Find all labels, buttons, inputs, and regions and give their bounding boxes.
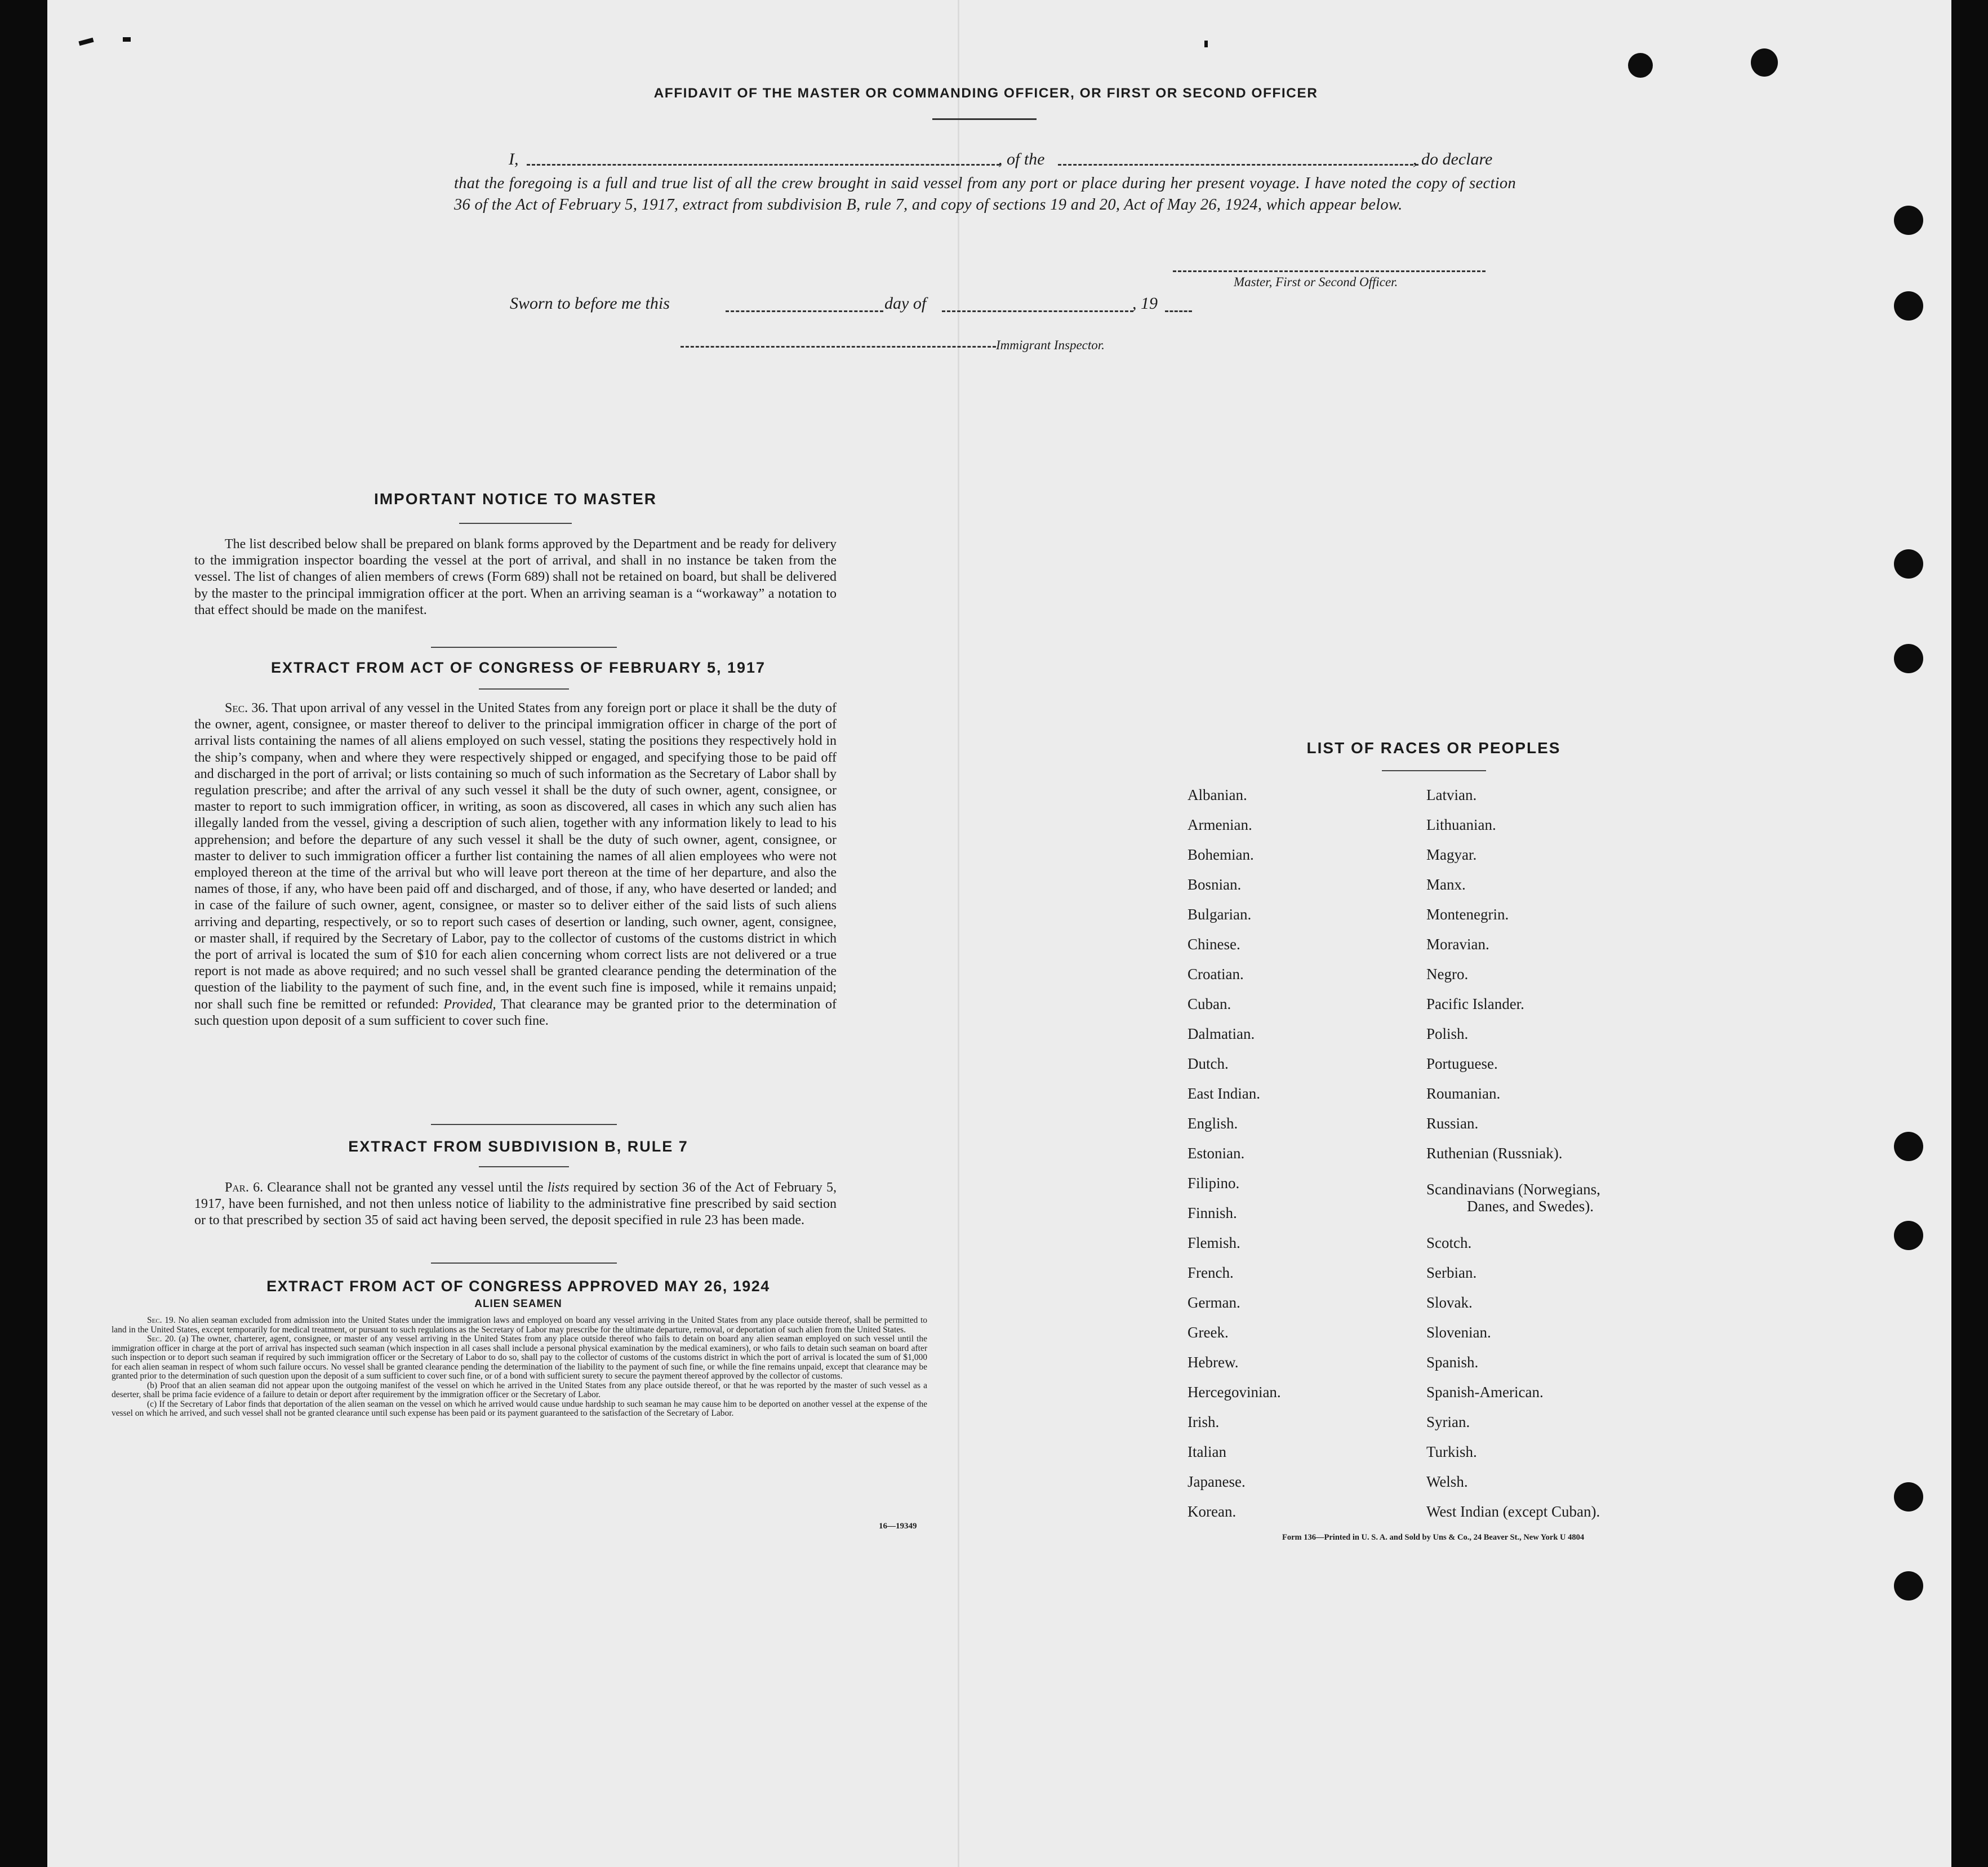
race-item-right: Slovenian. bbox=[1426, 1324, 1491, 1341]
title-rule bbox=[932, 118, 1037, 120]
races-title: LIST OF RACES OR PEOPLES bbox=[1306, 739, 1561, 757]
sec20-label: Sec. 20. bbox=[147, 1334, 176, 1344]
day-of-label: day of bbox=[884, 294, 927, 313]
provided-word: Provided, bbox=[443, 997, 496, 1012]
affidavit-declare-label: , do declare bbox=[1413, 150, 1493, 168]
extract-1924-title: EXTRACT FROM ACT OF CONGRESS APPROVED MAY 26, 1924 bbox=[266, 1278, 770, 1295]
affidavit-title: AFFIDAVIT OF THE MASTER OR COMMANDING OFFICER, OR FIRST OR SECOND OFFICER bbox=[653, 86, 1318, 101]
race-item-right: Roumanian. bbox=[1426, 1085, 1501, 1102]
form-code: 16—19349 bbox=[879, 1522, 917, 1531]
race-item-right: Scandinavians (Norwegians, bbox=[1426, 1181, 1600, 1198]
par6-label: Par. 6. bbox=[225, 1180, 264, 1195]
master-signature-line bbox=[1173, 270, 1486, 272]
sec19-paragraph bbox=[112, 1316, 927, 1335]
race-item-left: Armenian. bbox=[1188, 816, 1252, 833]
affidavit-of-the-label: , of the bbox=[998, 150, 1045, 168]
race-item-right: Russian. bbox=[1426, 1115, 1479, 1132]
race-item-left: English. bbox=[1188, 1115, 1238, 1132]
notice-title: IMPORTANT NOTICE TO MASTER bbox=[373, 490, 657, 508]
binder-hole bbox=[1894, 1482, 1923, 1512]
name-blank bbox=[527, 164, 1000, 166]
inspector-signature-line bbox=[681, 346, 996, 348]
day-blank bbox=[726, 310, 883, 312]
ink-speck bbox=[123, 37, 131, 42]
printer-footer: Form 136—Printed in U. S. A. and Sold by Uns & Co., 24 Beaver St., New York U 4804 bbox=[1282, 1533, 1585, 1542]
binder-hole bbox=[1628, 53, 1653, 78]
race-item-left: Bulgarian. bbox=[1188, 906, 1252, 923]
race-item-left: Albanian. bbox=[1188, 786, 1247, 803]
page-fold bbox=[958, 0, 959, 1867]
races-rule bbox=[1382, 770, 1486, 771]
race-item-right: Ruthenian (Russniak). bbox=[1426, 1145, 1563, 1162]
inspector-label: Immigrant Inspector. bbox=[996, 338, 1105, 352]
par6-paragraph bbox=[194, 1180, 837, 1229]
race-item-left: Filipino. bbox=[1188, 1175, 1240, 1192]
binder-hole bbox=[1894, 549, 1923, 579]
sec19-label: Sec. 19. bbox=[147, 1315, 176, 1325]
extract-1917-end-rule bbox=[431, 1124, 617, 1125]
par6-text-b: required by section 36 of the Act of February 5, 1917, have been furnished, and not then unless notice of liability to the administrative fine prescribed by said section or to that prescribed by section 35 of said act having been served, the deposit specified in rule 23 has been made. bbox=[194, 1180, 837, 1228]
binder-hole bbox=[1894, 1132, 1923, 1161]
race-item-left: Croatian. bbox=[1188, 966, 1244, 983]
sec20b-paragraph: (b) Proof that an alien seaman did not appear upon the outgoing manifest of the vessel on which he arrived in the United States from any place outside thereof, or that he was reported by the master of such vessel as a deserter, shall be prima facie evidence of a failure to detain or deport after requirement by the immigration officer or the Secretary of Labor. bbox=[112, 1380, 927, 1399]
race-item-left: Cuban. bbox=[1188, 995, 1231, 1012]
race-item-left: Flemish. bbox=[1188, 1234, 1240, 1251]
sec36-tail: That clearance may be granted prior to the determination of such question upon deposit of a sum sufficient to cover such fine. bbox=[194, 997, 837, 1028]
notice-end-rule bbox=[431, 647, 617, 648]
race-item-left: Irish. bbox=[1188, 1413, 1220, 1430]
race-item-right: West Indian (except Cuban). bbox=[1426, 1503, 1600, 1520]
extract-1924-body bbox=[112, 1316, 927, 1419]
extract-1917-body bbox=[194, 700, 837, 1029]
binder-hole bbox=[1894, 644, 1923, 673]
sec20a-text: (a) The owner, charterer, agent, consignee, or master of any vessel arriving in the United States from any place outside thereof who fails to detain on board any alien seaman employed on such vessel until the immigration officer in charge at the port of arrival has inspected such seaman (which inspection in all cases shall include a personal physical examination by the medical examiners), or who fails to detain such seaman on board after such inspection or to deport such seaman if required by such immigration officer or the Secretary of Labor to do so, shall pay to the collector of customs of the customs district in which the port of arrival is located the sum of $1,000 for each alien seaman in respect of whom such failure occurs. No vessel shall be granted clearance pending the determination of the liability to the payment of such fine, or while the fine remains unpaid, except that clearance may be granted prior to the determination of such question upon the deposit of a sum sufficient to cover such fine, or of a bond with sufficient surety to secure the payment thereof approved by the collector of customs. bbox=[112, 1334, 927, 1381]
race-item-right: Latvian. bbox=[1426, 786, 1477, 803]
race-item-left: East Indian. bbox=[1188, 1085, 1260, 1102]
race-item-right: Scotch. bbox=[1426, 1234, 1472, 1251]
race-item-left: Hercegovinian. bbox=[1188, 1384, 1281, 1401]
month-blank bbox=[942, 310, 1133, 312]
master-signature-label: Master, First or Second Officer. bbox=[1234, 275, 1398, 289]
race-item-right: Serbian. bbox=[1426, 1264, 1477, 1281]
race-item-left: Korean. bbox=[1188, 1503, 1237, 1520]
par6-text-a: Clearance shall not be granted any vessel until the bbox=[267, 1180, 544, 1195]
race-item-right: Welsh. bbox=[1426, 1473, 1468, 1490]
race-item-left: Chinese. bbox=[1188, 936, 1240, 953]
notice-body bbox=[194, 536, 837, 619]
binder-hole bbox=[1894, 1221, 1923, 1250]
race-item-right: Montenegrin. bbox=[1426, 906, 1509, 923]
race-item-left: German. bbox=[1188, 1294, 1240, 1311]
vessel-blank bbox=[1058, 164, 1418, 166]
race-item-left: Dalmatian. bbox=[1188, 1025, 1255, 1042]
extract-1917-title: EXTRACT FROM ACT OF CONGRESS OF FEBRUARY 5, 1917 bbox=[270, 659, 766, 676]
race-item-left: Italian bbox=[1188, 1443, 1226, 1460]
affidavit-body: that the foregoing is a full and true list of all the crew brought in said vessel from any port or place during her present voyage. I have noted the copy of section 36 of the Act of February 5, 1917, extract from subdivision B, rule 7, and copy of sections 19 and 20, Act of May 26, 1924, which appear below. bbox=[454, 175, 1516, 214]
extract-1917-rule bbox=[479, 688, 569, 690]
race-item-right: Polish. bbox=[1426, 1025, 1469, 1042]
race-item-left: Bohemian. bbox=[1188, 846, 1254, 863]
race-item-left: French. bbox=[1188, 1264, 1234, 1281]
race-item-left: Greek. bbox=[1188, 1324, 1229, 1341]
race-item-left: Dutch. bbox=[1188, 1055, 1229, 1072]
race-item-right: Slovak. bbox=[1426, 1294, 1473, 1311]
extract-rule7-rule bbox=[479, 1166, 569, 1167]
year-label: , 19 bbox=[1132, 294, 1158, 313]
sec36-paragraph bbox=[194, 700, 837, 1029]
sec20c-paragraph: (c) If the Secretary of Labor finds that deportation of the alien seaman on the vessel on which he arrived would cause undue hardship to such seaman he may cause him to be deported on another vessel at the expense of the vessel on which he arrived, and such vessel shall not be granted clearance until such expense has been paid or its payment guaranteed to the satisfaction of the Secretary of Labor. bbox=[112, 1399, 927, 1418]
sec20a-paragraph bbox=[112, 1335, 927, 1381]
race-item-left: Bosnian. bbox=[1188, 876, 1242, 893]
race-item-left: Hebrew. bbox=[1188, 1354, 1239, 1371]
race-item-right: Spanish. bbox=[1426, 1354, 1479, 1371]
notice-text: The list described below shall be prepared on blank forms approved by the Department and be ready for delivery to the immigration inspector boarding the vessel at the port of arrival, and shall in no instance be taken from the vessel. The list of changes of alien members of crews (Form 689) shall not be retained on board, but shall be delivered by the master to the principal immigration officer at the port. When an arriving seaman is a “workaway” a notation to that effect should be made on the manifest. bbox=[194, 537, 837, 617]
race-item-right: Magyar. bbox=[1426, 846, 1477, 863]
extract-rule7-end-rule bbox=[431, 1263, 617, 1264]
race-item-left: Japanese. bbox=[1188, 1473, 1246, 1490]
race-item-left: Finnish. bbox=[1188, 1204, 1237, 1221]
binder-hole bbox=[1894, 291, 1923, 321]
ink-speck bbox=[1204, 41, 1208, 47]
race-item-right: Turkish. bbox=[1426, 1443, 1477, 1460]
extract-rule7-title: EXTRACT FROM SUBDIVISION B, RULE 7 bbox=[348, 1138, 688, 1155]
race-item-left: Estonian. bbox=[1188, 1145, 1245, 1162]
race-item-right: Moravian. bbox=[1426, 936, 1489, 953]
alien-seamen-subtitle: ALIEN SEAMEN bbox=[474, 1298, 562, 1310]
race-item-right: Lithuanian. bbox=[1426, 816, 1496, 833]
race-item-right: Danes, and Swedes). bbox=[1467, 1198, 1594, 1215]
affidavit-i-label: I, bbox=[509, 150, 519, 168]
sec19-text: No alien seaman excluded from admission into the United States under the immigration laws and employed on board any vessel arriving in the United States from any place outside thereof, shall be permitted to land in the United States, except temporarily for medical treatment, or pursuant to such regulations as the Secretary of Labor may prescribe for the ultimate departure, removal, or deportation of such alien from the United States. bbox=[112, 1315, 927, 1335]
race-item-right: Spanish-American. bbox=[1426, 1384, 1544, 1401]
sworn-label: Sworn to before me this bbox=[510, 294, 670, 313]
race-item-right: Pacific Islander. bbox=[1426, 995, 1524, 1012]
binder-hole bbox=[1751, 48, 1778, 77]
race-item-right: Portuguese. bbox=[1426, 1055, 1498, 1072]
binder-hole bbox=[1894, 206, 1923, 235]
binder-hole bbox=[1894, 1571, 1923, 1601]
year-blank bbox=[1165, 310, 1192, 312]
lists-word: lists bbox=[547, 1180, 570, 1195]
race-item-right: Manx. bbox=[1426, 876, 1466, 893]
notice-rule bbox=[459, 523, 572, 524]
sec36-text: That upon arrival of any vessel in the United States from any foreign port or place it shall be the duty of the owner, agent, consignee, or master thereof to deliver to the principal immigration officer in charge of the port of arrival lists containing the names of all aliens employed on such vessel, stating the positions they respectively hold in the ship’s company, when and where they were respectively shipped or engaged, and specifying those to be paid off and discharged in the port of arrival; or lists containing so much of such information as the Secretary of Labor shall by regulation prescribe; and after the arrival of any such vessel it shall be the duty of such owner, agent, consignee, or master to report to such immigration officer, in writing, as soon as discovered, all cases in which any such alien has illegally landed from the vessel, giving a description of such alien, together with any information likely to lead to his apprehension; and before the departure of any such vessel it shall be the duty of such owner, agent, consignee, or master to deliver to such immigration officer a further list containing the names of all alien employees who were not employed thereon at the time of the arrival but who will leave port thereon at the time of her departure, and also the names of those, if any, who have been paid off and discharged, and of those, if any, who have deserted or landed; and in case of the failure of such owner, agent, consignee, or master so to deliver either of the said lists of such aliens arriving and departing, respectively, or so to report such cases of desertion or landing, such owner, agent, consignee, or master shall, if required by the Secretary of Labor, pay to the collector of customs of the customs district in which the port of arrival is located the sum of $10 for each alien concerning whom correct lists are not delivered or a true report is not made as above required; and no such vessel shall be granted clearance pending the determination of the question of the liability to the payment of such fine, and, in the event such fine is imposed, while it remains unpaid; nor shall such fine be remitted or refunded: bbox=[194, 701, 837, 1012]
extract-rule7-body bbox=[194, 1180, 837, 1229]
sec36-label: Sec. 36. bbox=[225, 701, 269, 715]
race-item-right: Negro. bbox=[1426, 966, 1469, 983]
race-item-right: Syrian. bbox=[1426, 1413, 1470, 1430]
